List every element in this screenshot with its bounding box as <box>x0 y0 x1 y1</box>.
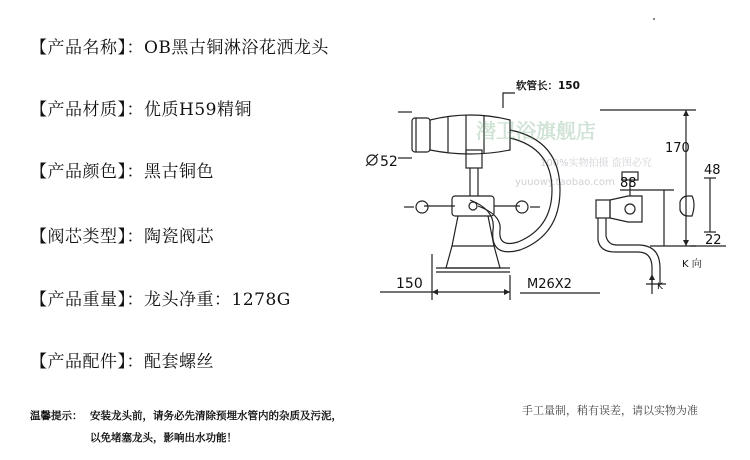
dim-22-label: 22 <box>705 233 722 248</box>
spec-color-value: 黑古铜色 <box>144 162 214 182</box>
k-view <box>680 163 726 270</box>
spec-name-value: OB黑古铜淋浴花洒龙头 <box>144 38 329 58</box>
hose-leader-line <box>503 93 515 108</box>
dim-170-label: 170 <box>665 141 690 156</box>
spec-name-label: 【产品名称】： <box>30 38 144 58</box>
spec-material-value: 优质H59精铜 <box>144 100 252 120</box>
dim-150 <box>380 254 510 300</box>
diameter-dimension <box>366 112 412 170</box>
spec-weight-value: 龙头净重：1278G <box>144 290 291 310</box>
watermark-slogan: 100%实物拍摄 盗图必究 <box>540 158 652 169</box>
measurement-note: 手工量制，稍有误差，请以实物为准 <box>522 404 698 417</box>
warning-line2: 以免堵塞龙头，影响出水功能！ <box>90 432 237 444</box>
dim-88-label: 88 <box>620 176 637 191</box>
thread-label: M26X2 <box>527 277 572 292</box>
dim-88 <box>620 176 674 246</box>
watermark-url: yuuowy.taobao.com <box>515 177 615 188</box>
spec-material-label: 【产品材质】： <box>30 100 144 120</box>
faucet-body <box>404 196 540 272</box>
watermark-shop: 潜卫浴旗舰店 <box>476 119 596 143</box>
dim-diameter-label: 52 <box>380 154 398 170</box>
spec-weight-label: 【产品重量】： <box>30 290 144 310</box>
spec-accessories-label: 【产品配件】： <box>30 352 144 372</box>
spec-valve-value: 陶瓷阀芯 <box>144 227 214 247</box>
dim-48-label: 48 <box>704 163 721 178</box>
spec-accessories-value: 配套螺丝 <box>144 352 214 372</box>
warning-title: 温馨提示： <box>30 410 83 422</box>
spec-valve-label: 【阀芯类型】： <box>30 227 144 247</box>
dim-150-label: 150 <box>396 276 423 292</box>
spec-color-label: 【产品颜色】： <box>30 162 144 182</box>
warning-line1: 安装龙头前，请务必先清除预埋水管内的杂质及污泥， <box>90 410 342 422</box>
k-view-label: K 向 <box>682 259 702 270</box>
hose-length-label: 软管长：150 <box>516 80 580 92</box>
k-arrow-label: K <box>657 282 663 292</box>
